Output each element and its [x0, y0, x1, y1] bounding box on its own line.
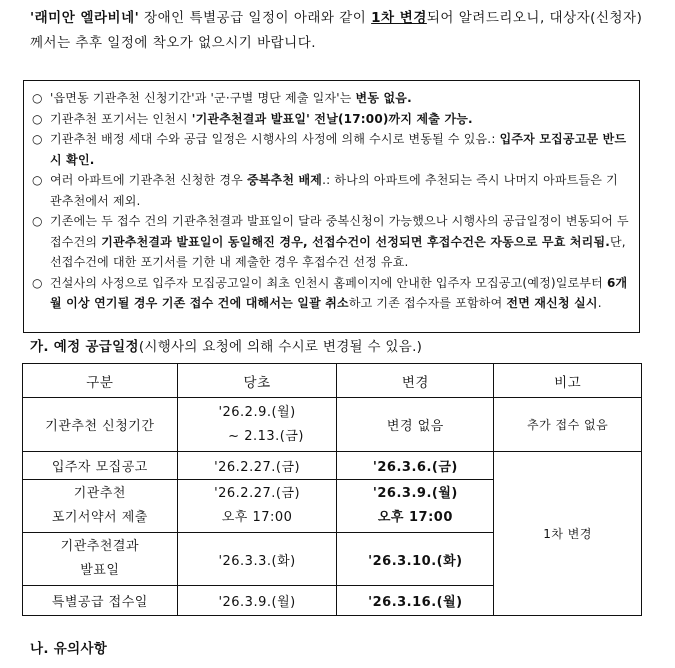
section-a-title: 가. 예정 공급일정 — [30, 339, 139, 355]
table-row — [23, 452, 642, 480]
notice-item — [32, 109, 629, 130]
column-header: 변경 — [337, 364, 494, 398]
row-label: 입주자 모집공고 — [23, 452, 178, 480]
original-date: '26.3.9.(월) — [177, 586, 337, 616]
section-a-note: (시행사의 요청에 의해 수시로 변경될 수 있음.) — [138, 339, 423, 355]
notice-item — [32, 273, 629, 314]
row-label: 기관추천결과 발표일 — [23, 533, 178, 586]
changed-date: '26.3.6.(금) — [337, 452, 494, 480]
notice-emphasis: 전면 재신청 실시 — [506, 296, 598, 310]
circle-bullet-icon: ○ — [32, 173, 43, 187]
notice-text: '읍면동 기관추천 신청기간'과 '군·구별 명단 제출 일자'는 — [50, 91, 356, 105]
notice-text: .: 하나의 아파트에 추천되는 즉시 나머지 아파트들은 기관추천에서 제외. — [50, 173, 618, 208]
notice-text: 건설사의 사정으로 입주자 모집공고일이 최초 인천시 홈페이지에 안내한 입주자 모집공고(예정)일로부터 — [50, 275, 607, 290]
notice-item — [32, 129, 629, 170]
row-label: 기관추천 포기서약서 제출 — [23, 480, 178, 533]
circle-bullet-icon: ○ — [32, 91, 43, 105]
row-note: 추가 접수 없음 — [494, 398, 642, 452]
original-date: '26.3.3.(화) — [177, 533, 337, 586]
circle-bullet-icon: ○ — [32, 111, 43, 126]
notice-emphasis: '기관추천결과 발표일' 전날(17:00)까지 제출 가능. — [191, 111, 473, 126]
notice-emphasis: 기관추천결과 발표일이 동일해진 경우, 선접수건이 선정되면 후접수건은 자동으로 무효 처리됨. — [101, 234, 610, 249]
column-header: 당초 — [177, 364, 337, 398]
circle-bullet-icon: ○ — [32, 132, 43, 146]
notice-item — [32, 88, 629, 109]
notice-emphasis: 6개월 이상 연기될 경우 기존 접수 건에 대해서는 일괄 취소 — [50, 275, 628, 310]
changed-date: 변경 없음 — [337, 398, 494, 452]
notice-text: . — [597, 296, 602, 310]
schedule-table — [22, 363, 642, 616]
column-header: 비고 — [494, 364, 642, 398]
notice-text: 여러 아파트에 기관추천 신청한 경우 — [50, 173, 247, 187]
changed-date: '26.3.10.(화) — [337, 533, 494, 586]
table-row — [23, 398, 642, 452]
notice-emphasis: 입주자 모집공고문 반드시 확인. — [50, 132, 627, 167]
changed-date: '26.3.9.(월) 오후 17:00 — [337, 480, 494, 533]
change-label: 1차 변경 — [371, 10, 427, 26]
notice-item — [32, 170, 629, 211]
intro-paragraph — [30, 6, 650, 56]
notice-item — [32, 211, 629, 273]
row-label: 기관추천 신청기간 — [23, 398, 178, 452]
section-a-heading — [30, 338, 422, 356]
notice-text: 기관추천 포기서는 인천시 — [50, 111, 192, 126]
column-header: 구분 — [23, 364, 178, 398]
original-date: '26.2.27.(금) — [177, 452, 337, 480]
circle-bullet-icon: ○ — [32, 214, 43, 228]
intro-text-2: 되어 알려드리오니, 대상자(신청자)께서는 추후 일정에 착오가 없으시기 바랍니다. — [30, 10, 643, 51]
apartment-name: '래미안 엘라비네' — [30, 10, 140, 26]
table-header-row — [23, 364, 642, 398]
notice-emphasis: 중복추천 배제 — [246, 173, 323, 187]
notice-text: 기관추천 배정 세대 수와 공급 일정은 시행사의 사정에 의해 수시로 변동될 수 있음.: — [50, 132, 500, 146]
notice-text: 기존에는 두 접수 건의 기관추천결과 발표일이 달라 중복신청이 가능했으나 시행사의 공급일정이 변동되어 두 접수건의 — [50, 214, 629, 249]
notice-box — [23, 80, 640, 333]
changed-date: '26.3.16.(월) — [337, 586, 494, 616]
notice-emphasis: 변동 없음. — [355, 91, 412, 105]
notice-text: 하고 기존 접수자를 포함하여 — [348, 296, 507, 310]
intro-text-1: 장애인 특별공급 일정이 아래와 같이 — [139, 10, 372, 26]
row-label: 특별공급 접수일 — [23, 586, 178, 616]
original-date: '26.2.9.(월) ~ 2.13.(금) — [177, 398, 337, 452]
notice-text: 단, 선접수건에 대한 포기서를 기한 내 제출한 경우 후접수건 선정 유효. — [50, 234, 626, 269]
row-note: 1차 변경 — [494, 452, 642, 616]
circle-bullet-icon: ○ — [32, 275, 43, 290]
original-date: '26.2.27.(금) 오후 17:00 — [177, 480, 337, 533]
section-b-heading: 나. 유의사항 — [30, 641, 108, 657]
